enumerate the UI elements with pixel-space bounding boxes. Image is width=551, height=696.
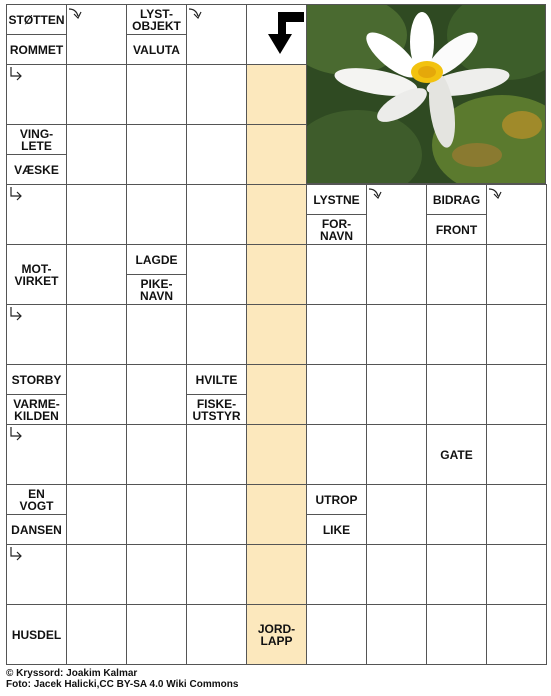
answer-cell[interactable] xyxy=(306,244,367,305)
answer-cell[interactable] xyxy=(246,184,307,245)
clue-fornavn: FOR- NAVN xyxy=(306,214,367,245)
answer-cell[interactable] xyxy=(486,424,547,485)
answer-cell[interactable] xyxy=(126,304,187,365)
answer-cell[interactable] xyxy=(366,364,427,425)
water-lily-photo xyxy=(306,4,546,184)
answer-cell[interactable] xyxy=(66,604,127,665)
answer-cell[interactable] xyxy=(426,304,487,365)
down-right-arrow-icon xyxy=(8,546,24,562)
big-arrow-icon xyxy=(250,10,306,58)
answer-cell[interactable] xyxy=(306,604,367,665)
answer-cell[interactable] xyxy=(186,184,247,245)
answer-cell[interactable] xyxy=(246,364,307,425)
clue-dansen: DANSEN xyxy=(6,514,67,545)
clue-fiskeutstyr: FISKE- UTSTYR xyxy=(186,394,247,425)
answer-cell[interactable] xyxy=(306,544,367,605)
answer-cell[interactable] xyxy=(186,604,247,665)
clue-vaeske: VÆSKE xyxy=(6,154,67,185)
answer-cell[interactable] xyxy=(366,244,427,305)
clue-rommet: ROMMET xyxy=(6,34,67,65)
answer-cell[interactable] xyxy=(126,484,187,545)
answer-cell[interactable] xyxy=(246,424,307,485)
answer-cell[interactable] xyxy=(306,364,367,425)
clue-gate: GATE xyxy=(426,424,487,485)
clue-utrop: UTROP xyxy=(306,484,367,515)
answer-cell[interactable] xyxy=(186,544,247,605)
clue-envogt: EN VOGT xyxy=(6,484,67,515)
answer-cell[interactable] xyxy=(66,304,127,365)
clue-varmekilden: VARME- KILDEN xyxy=(6,394,67,425)
answer-cell[interactable] xyxy=(366,304,427,365)
clue-stotten: STØTTEN xyxy=(6,4,67,35)
clue-valuta: VALUTA xyxy=(126,34,187,65)
answer-cell[interactable] xyxy=(426,484,487,545)
answer-cell[interactable] xyxy=(186,244,247,305)
answer-cell[interactable] xyxy=(306,304,367,365)
clue-motvirket: MOT- VIRKET xyxy=(6,244,67,305)
answer-cell[interactable] xyxy=(66,64,127,125)
answer-cell[interactable] xyxy=(186,424,247,485)
answer-cell[interactable] xyxy=(126,64,187,125)
clue-husdel: HUSDEL xyxy=(6,604,67,665)
answer-cell[interactable] xyxy=(186,64,247,125)
clue-like: LIKE xyxy=(306,514,367,545)
answer-cell[interactable] xyxy=(426,364,487,425)
answer-cell[interactable] xyxy=(486,364,547,425)
answer-cell[interactable] xyxy=(246,64,307,125)
answer-cell[interactable] xyxy=(246,244,307,305)
clue-lystobjekt: LYST- OBJEKT xyxy=(126,4,187,35)
clue-bidrag: BIDRAG xyxy=(426,184,487,215)
answer-cell[interactable] xyxy=(486,544,547,605)
answer-cell[interactable] xyxy=(126,544,187,605)
answer-cell[interactable] xyxy=(486,484,547,545)
answer-cell[interactable] xyxy=(66,364,127,425)
answer-cell[interactable] xyxy=(186,304,247,365)
answer-cell[interactable] xyxy=(486,244,547,305)
answer-cell[interactable] xyxy=(66,184,127,245)
answer-cell[interactable] xyxy=(246,124,307,185)
answer-cell[interactable] xyxy=(366,424,427,485)
clue-storby: STORBY xyxy=(6,364,67,395)
credit-crossword: © Kryssord: Joakim Kalmar xyxy=(6,668,138,679)
credit-photo: Foto: Jacek Halicki,CC BY-SA 4.0 Wiki Commons xyxy=(6,679,239,690)
clue-vinglete: VING- LETE xyxy=(6,124,67,155)
answer-cell[interactable] xyxy=(306,424,367,485)
down-right-arrow-icon xyxy=(8,186,24,202)
answer-cell[interactable] xyxy=(246,484,307,545)
right-down-arrow-icon xyxy=(368,186,384,202)
clue-front: FRONT xyxy=(426,214,487,245)
answer-cell[interactable] xyxy=(426,244,487,305)
clue-jordlapp: JORD- LAPP xyxy=(246,604,307,665)
answer-cell[interactable] xyxy=(246,304,307,365)
clue-pikenavn: PIKE- NAVN xyxy=(126,274,187,305)
down-right-arrow-icon xyxy=(8,426,24,442)
answer-cell[interactable] xyxy=(366,604,427,665)
answer-cell[interactable] xyxy=(186,124,247,185)
answer-cell[interactable] xyxy=(486,304,547,365)
answer-cell[interactable] xyxy=(66,484,127,545)
down-right-arrow-icon xyxy=(8,66,24,82)
answer-cell[interactable] xyxy=(66,124,127,185)
answer-cell[interactable] xyxy=(366,484,427,545)
answer-cell[interactable] xyxy=(126,604,187,665)
answer-cell[interactable] xyxy=(366,544,427,605)
answer-cell[interactable] xyxy=(66,544,127,605)
answer-cell[interactable] xyxy=(126,124,187,185)
answer-cell[interactable] xyxy=(426,604,487,665)
answer-cell[interactable] xyxy=(426,544,487,605)
clue-hvilte: HVILTE xyxy=(186,364,247,395)
answer-cell[interactable] xyxy=(126,424,187,485)
answer-cell[interactable] xyxy=(486,604,547,665)
right-down-arrow-icon xyxy=(68,6,84,22)
answer-cell[interactable] xyxy=(126,184,187,245)
right-down-arrow-icon xyxy=(488,186,504,202)
clue-lystne: LYSTNE xyxy=(306,184,367,215)
down-right-arrow-icon xyxy=(8,306,24,322)
answer-cell[interactable] xyxy=(66,244,127,305)
answer-cell[interactable] xyxy=(186,484,247,545)
right-down-arrow-icon xyxy=(188,6,204,22)
answer-cell[interactable] xyxy=(246,544,307,605)
answer-cell[interactable] xyxy=(126,364,187,425)
answer-cell[interactable] xyxy=(66,424,127,485)
clue-lagde: LAGDE xyxy=(126,244,187,275)
